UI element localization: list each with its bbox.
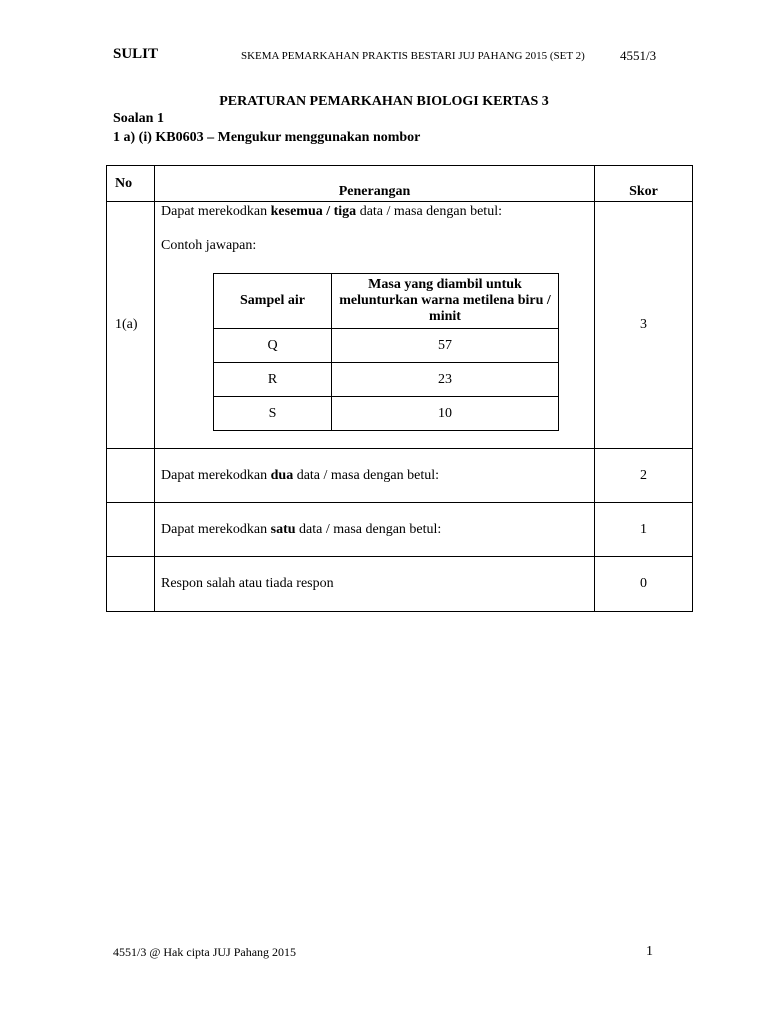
table-header-row xyxy=(107,166,693,202)
row-description: Dapat merekodkan dua data / masa dengan betul: xyxy=(155,449,595,503)
row-score: 3 xyxy=(595,202,693,449)
header-code: 4551/3 xyxy=(620,48,657,63)
row-number xyxy=(107,503,155,557)
example-header-row xyxy=(214,274,559,329)
table-row xyxy=(107,503,693,557)
subquestion-heading: 1 a) (i) KB0603 – Mengukur menggunakan nombor xyxy=(113,130,421,145)
example-sample: Q xyxy=(214,329,332,363)
table-row xyxy=(107,557,693,612)
table-row xyxy=(107,202,693,449)
example-time: 57 xyxy=(332,329,559,363)
question-number: Soalan 1 xyxy=(113,111,164,126)
row-number xyxy=(107,557,155,612)
row-number xyxy=(107,449,155,503)
marking-scheme-table xyxy=(106,165,693,612)
header-title: SKEMA PEMARKAHAN PRAKTIS BESTARI JUJ PAHANG 2015 (SET 2) xyxy=(241,50,585,62)
header-no: No xyxy=(107,166,155,202)
row-description xyxy=(155,202,595,449)
example-header-sampel: Sampel air xyxy=(214,274,332,329)
example-label: Contoh jawapan: xyxy=(161,238,257,253)
row-description: Dapat merekodkan satu data / masa dengan betul: xyxy=(155,503,595,557)
example-sample: S xyxy=(214,397,332,431)
example-time: 10 xyxy=(332,397,559,431)
example-time: 23 xyxy=(332,363,559,397)
example-row xyxy=(214,363,559,397)
criterion-text: Dapat merekodkan kesemua / tiga data / masa dengan betul: xyxy=(161,204,502,219)
document-title: PERATURAN PEMARKAHAN BIOLOGI KERTAS 3 xyxy=(219,94,549,109)
example-header-masa: Masa yang diambil untuk melunturkan warna metilena biru / minit xyxy=(332,274,559,329)
footer-copyright: 4551/3 @ Hak cipta JUJ Pahang 2015 xyxy=(113,945,297,959)
page-number: 1 xyxy=(646,944,653,959)
row-score: 2 xyxy=(595,449,693,503)
header-sulit: SULIT xyxy=(113,46,159,62)
table-row xyxy=(107,449,693,503)
example-sample: R xyxy=(214,363,332,397)
row-score: 1 xyxy=(595,503,693,557)
example-row xyxy=(214,329,559,363)
row-description: Respon salah atau tiada respon xyxy=(155,557,595,612)
example-answer-table xyxy=(213,273,559,431)
row-number: 1(a) xyxy=(107,202,155,449)
row-score: 0 xyxy=(595,557,693,612)
header-skor: Skor xyxy=(595,166,693,202)
example-row xyxy=(214,397,559,431)
header-penerangan: Penerangan xyxy=(155,166,595,202)
